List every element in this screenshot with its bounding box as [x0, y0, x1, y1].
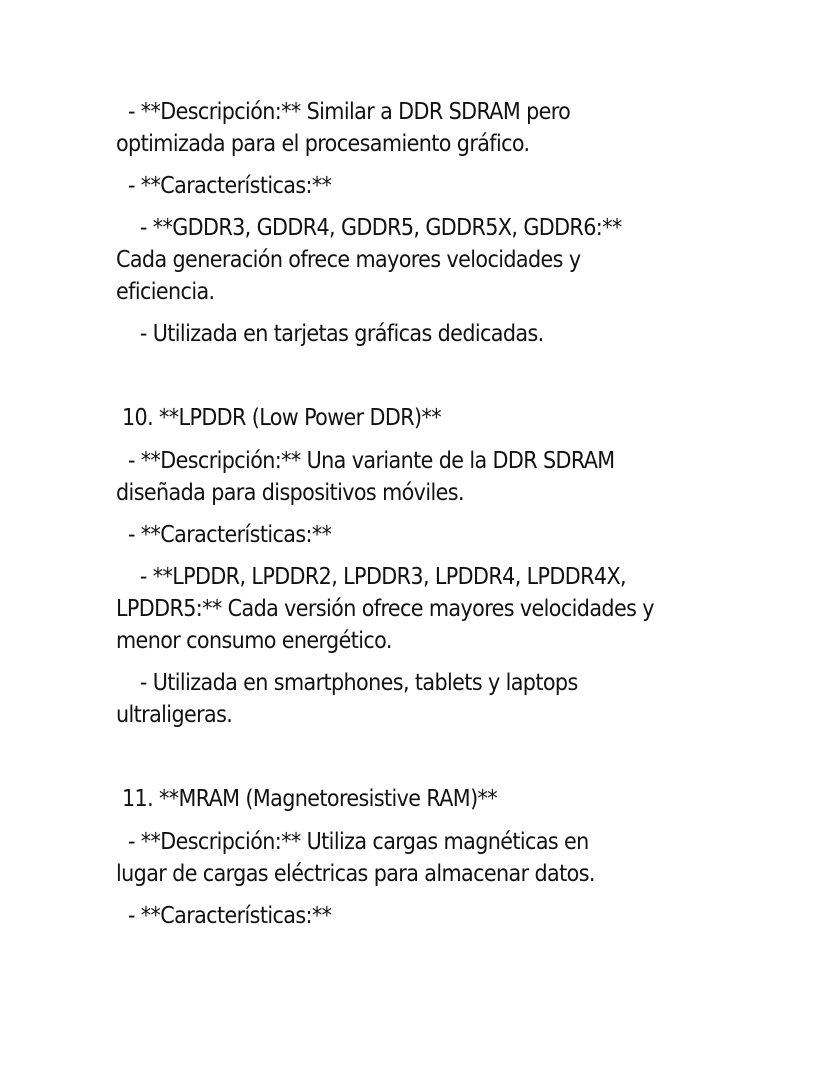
lpddr-description-line-1: - **Descripción:** Una variante de la DDR SDRAM — [116, 448, 615, 474]
gddr-generations-line-2: Cada generación ofrece mayores velocidades y — [116, 247, 581, 273]
gddr-generations-line-3: eficiencia. — [116, 279, 215, 305]
mram-description-line-1: - **Descripción:** Utiliza cargas magnéticas en — [116, 829, 589, 855]
mram-description-line-2: lugar de cargas eléctricas para almacenar datos. — [116, 861, 595, 887]
gddr-description-line-1: - **Descripción:** Similar a DDR SDRAM pero — [116, 99, 571, 125]
gddr-characteristics-heading: - **Características:** — [116, 173, 332, 199]
gddr-generations-line-1: - **GDDR3, GDDR4, GDDR5, GDDR5X, GDDR6:** — [116, 215, 622, 241]
lpddr-versions-line-1: - **LPDDR, LPDDR2, LPDDR3, LPDDR4, LPDDR4X, — [116, 564, 626, 590]
lpddr-usage-line-1: - Utilizada en smartphones, tablets y laptops — [116, 670, 578, 696]
section-11-heading: 11. **MRAM (Magnetoresistive RAM)** — [116, 786, 498, 812]
lpddr-usage-line-2: ultraligeras. — [116, 702, 233, 728]
mram-characteristics-heading: - **Características:** — [116, 903, 332, 929]
lpddr-characteristics-heading: - **Características:** — [116, 522, 332, 548]
gddr-usage-line: - Utilizada en tarjetas gráficas dedicadas. — [116, 321, 544, 347]
lpddr-description-line-2: diseñada para dispositivos móviles. — [116, 480, 464, 506]
section-10-heading: 10. **LPDDR (Low Power DDR)** — [116, 405, 441, 431]
lpddr-versions-line-3: menor consumo energético. — [116, 628, 392, 654]
lpddr-versions-line-2: LPDDR5:** Cada versión ofrece mayores velocidades y — [116, 596, 654, 622]
gddr-description-line-2: optimizada para el procesamiento gráfico. — [116, 131, 530, 157]
